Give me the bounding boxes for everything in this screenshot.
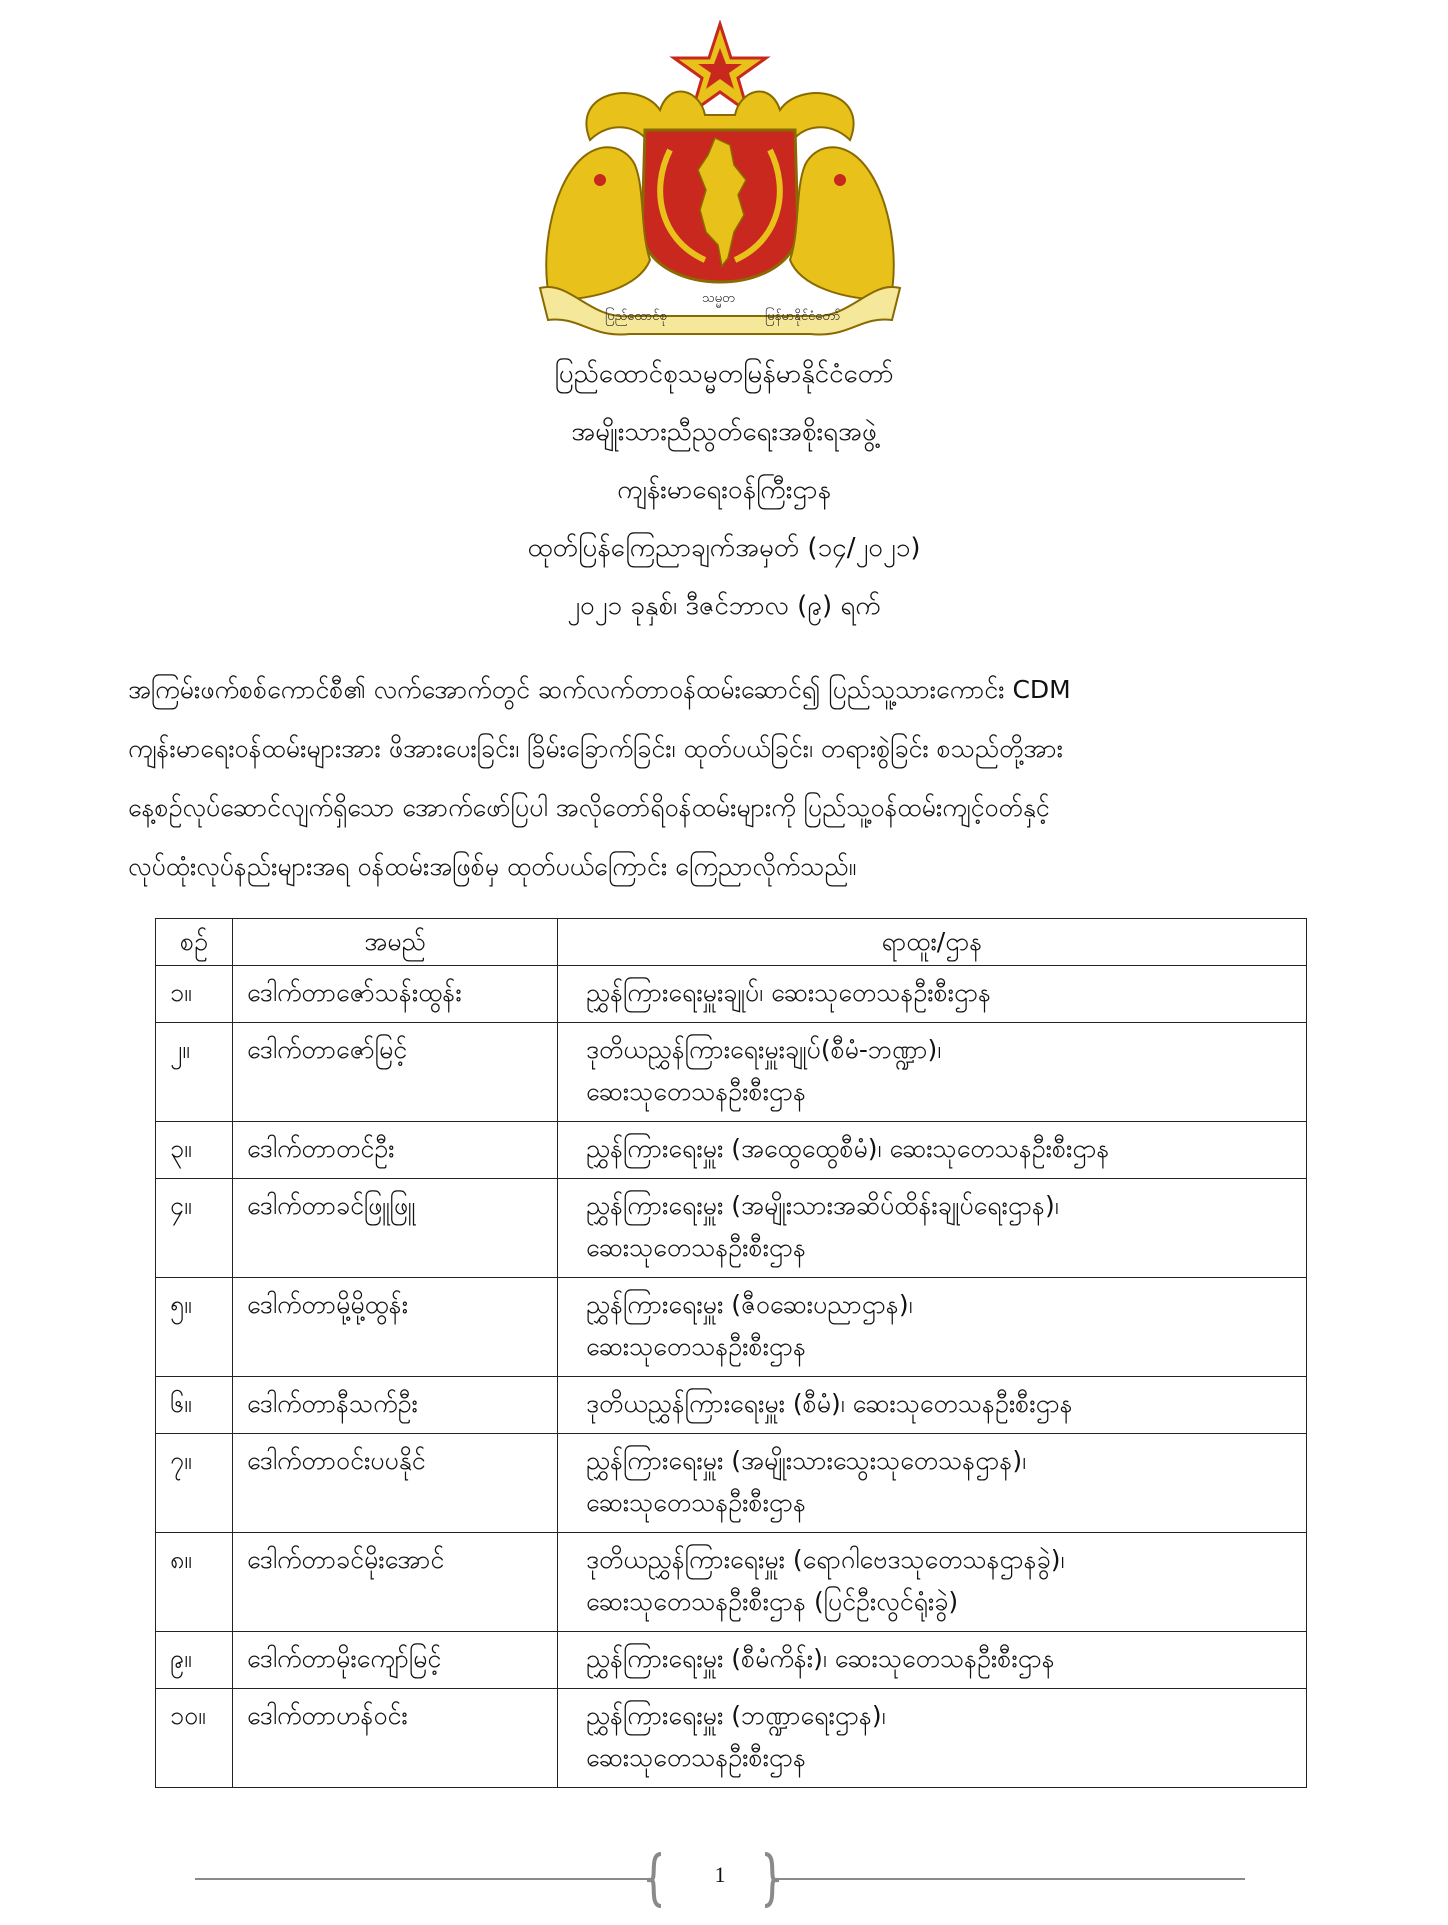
state-emblem — [530, 20, 910, 340]
row-position-line: ဒုတိယညွှန်ကြားရေးမှူး (စီမံ)၊ ဆေးသုတေသနဦးစီးဌာန — [586, 1389, 1073, 1418]
footer-rule-right — [775, 1878, 1245, 1880]
row-name: ဒေါက်တာတင်ဦး — [233, 1122, 558, 1179]
left-brace-icon — [643, 1850, 667, 1910]
column-header-no: စဉ် — [156, 919, 233, 966]
row-position-line: ညွှန်ကြားရေးမှူး (အမျိုးသားသွေးသုတေသနဌာန)၊ — [586, 1446, 1027, 1475]
row-name: ဒေါက်တာခင်ဖြူဖြူ — [233, 1179, 558, 1278]
row-number: ၂။ — [156, 1023, 233, 1122]
intro-line: နေ့စဉ်လုပ်ဆောင်လျက်ရှိသော အောက်ဖော်ပြပါ အလိုတော်ရိဝန်ထမ်းများကို ပြည်သူ့ဝန်ထမ်းကျင့်ဝတ်နှင့် — [128, 793, 1050, 822]
row-name: ဒေါက်တာနီသက်ဦး — [233, 1377, 558, 1434]
table-row — [156, 1632, 1307, 1689]
header-ministry: ကျန်းမာရေးဝန်ကြီးဌာန — [617, 475, 831, 505]
row-position — [558, 1533, 1307, 1632]
row-position-line: ဆေးသုတေသနဦးစီးဌာန — [586, 1332, 807, 1361]
row-number: ၁၀။ — [156, 1689, 233, 1788]
row-name: ဒေါက်တာမို့မို့ထွန်း — [233, 1278, 558, 1377]
row-number: ၇။ — [156, 1434, 233, 1533]
row-position — [558, 1377, 1307, 1434]
right-chinthe — [790, 147, 894, 300]
table-row — [156, 1179, 1307, 1278]
row-position — [558, 1434, 1307, 1533]
header-government: အမျိုးသားညီညွတ်ရေးအစိုးရအဖွဲ့ — [571, 417, 877, 447]
right-brace-icon — [759, 1850, 783, 1910]
row-name: ဒေါက်တာဟန်ဝင်း — [233, 1689, 558, 1788]
row-number: ၃။ — [156, 1122, 233, 1179]
state-emblem-graphic — [530, 20, 910, 340]
table-row — [156, 1533, 1307, 1632]
row-position-line: ဆေးသုတေသနဦးစီးဌာန (ပြင်ဦးလွင်ရုံးခွဲ) — [586, 1587, 959, 1616]
table-row — [156, 1278, 1307, 1377]
scroll-text-left: ပြည်ထောင်စု — [605, 309, 667, 324]
row-position-line: ညွှန်ကြားရေးမှူး (အမျိုးသားအဆိပ်ထိန်းချုပ်ရေးဌာန)၊ — [586, 1191, 1059, 1220]
row-position — [558, 1179, 1307, 1278]
header-announcement-number: ထုတ်ပြန်ကြေညာချက်အမှတ် (၁၄/၂၀၂၁) — [527, 533, 921, 563]
row-name: ဒေါက်တာခင်မိုးအောင် — [233, 1533, 558, 1632]
table-row — [156, 1122, 1307, 1179]
row-name: ဒေါက်တာမိုးကျော်မြင့် — [233, 1632, 558, 1689]
left-chinthe — [546, 147, 650, 300]
row-position-line: ဆေးသုတေသနဦးစီးဌာန — [586, 1743, 807, 1772]
row-position — [558, 966, 1307, 1023]
header-date: ၂၀၂၁ ခုနှစ်၊ ဒီဇင်ဘာလ (၉) ရက် — [567, 591, 881, 621]
column-header-position: ရာထူး/ဌာန — [558, 919, 1307, 966]
table-row — [156, 1023, 1307, 1122]
row-number: ၉။ — [156, 1632, 233, 1689]
scroll-text-center: သမ္မတ — [702, 291, 735, 306]
intro-paragraph — [128, 660, 1310, 896]
row-position-line: ညွှန်ကြားရေးမှူး (အထွေထွေစီမံ)၊ ဆေးသုတေသနဦးစီးဌာန — [586, 1134, 1110, 1163]
intro-line: အကြမ်းဖက်စစ်ကောင်စီ၏ လက်အောက်တွင် ဆက်လက်တာဝန်ထမ်းဆောင်၍ ပြည်သူ့သားကောင်း CDM — [128, 675, 1071, 704]
table-row — [156, 1689, 1307, 1788]
scroll-text-right: မြန်မာနိုင်ငံတော် — [765, 309, 841, 324]
document-header — [0, 345, 1448, 635]
page-number: 1 — [714, 1862, 726, 1887]
table-row — [156, 1434, 1307, 1533]
page-footer — [195, 1850, 1245, 1910]
row-number: ၆။ — [156, 1377, 233, 1434]
row-position — [558, 1632, 1307, 1689]
column-header-name: အမည် — [233, 919, 558, 966]
row-position-line: ဆေးသုတေသနဦးစီးဌာန — [586, 1077, 807, 1106]
row-position-line: ဆေးသုတေသနဦးစီးဌာန — [586, 1488, 807, 1517]
row-position-line: ဒုတိယညွှန်ကြားရေးမှူးချုပ်(စီမံ-ဘဏ္ဍာ)၊ — [586, 1035, 942, 1064]
table-row — [156, 1377, 1307, 1434]
row-number: ၅။ — [156, 1278, 233, 1377]
row-name: ဒေါက်တာဇော်သန်းထွန်း — [233, 966, 558, 1023]
row-position-line: ညွှန်ကြားရေးမှူး (ဇီဝဆေးပညာဌာန)၊ — [586, 1290, 913, 1319]
row-name: ဒေါက်တာဝင်းပပနိုင် — [233, 1434, 558, 1533]
table-row — [156, 966, 1307, 1023]
row-position — [558, 1278, 1307, 1377]
row-number: ၈။ — [156, 1533, 233, 1632]
row-position-line: ညွှန်ကြားရေးမှူး (ဘဏ္ဍာရေးဌာန)၊ — [586, 1701, 886, 1730]
footer-rule-left — [195, 1878, 650, 1880]
intro-line: လုပ်ထုံးလုပ်နည်းများအရ ဝန်ထမ်းအဖြစ်မှ ထုတ်ပယ်ကြောင်း ကြေညာလိုက်သည်။ — [128, 852, 857, 881]
row-position-line: ဆေးသုတေသနဦးစီးဌာန — [586, 1233, 807, 1262]
dismissed-staff-table — [155, 918, 1307, 1788]
row-position — [558, 1689, 1307, 1788]
row-position-line: ညွှန်ကြားရေးမှူး (စီမံကိန်း)၊ ဆေးသုတေသနဦးစီးဌာန — [586, 1644, 1055, 1673]
row-number: ၄။ — [156, 1179, 233, 1278]
row-name: ဒေါက်တာဇော်မြင့် — [233, 1023, 558, 1122]
row-position-line: ဒုတိယညွှန်ကြားရေးမှူး (ရောဂါဗေဒသုတေသနဌာနခွဲ)၊ — [586, 1545, 1065, 1574]
row-position — [558, 1023, 1307, 1122]
table-header-row — [156, 919, 1307, 966]
intro-line: ကျန်းမာရေးဝန်ထမ်းများအား ဖိအားပေးခြင်း၊ ခြိမ်းခြောက်ခြင်း၊ ထုတ်ပယ်ခြင်း၊ တရားစွဲခြင်း စသည်တို့အား — [128, 734, 1063, 763]
header-country: ပြည်ထောင်စုသမ္မတမြန်မာနိုင်ငံတော် — [554, 359, 894, 389]
row-position-line: ညွှန်ကြားရေးမှူးချုပ်၊ ဆေးသုတေသနဦးစီးဌာန — [586, 978, 992, 1007]
row-position — [558, 1122, 1307, 1179]
row-number: ၁။ — [156, 966, 233, 1023]
